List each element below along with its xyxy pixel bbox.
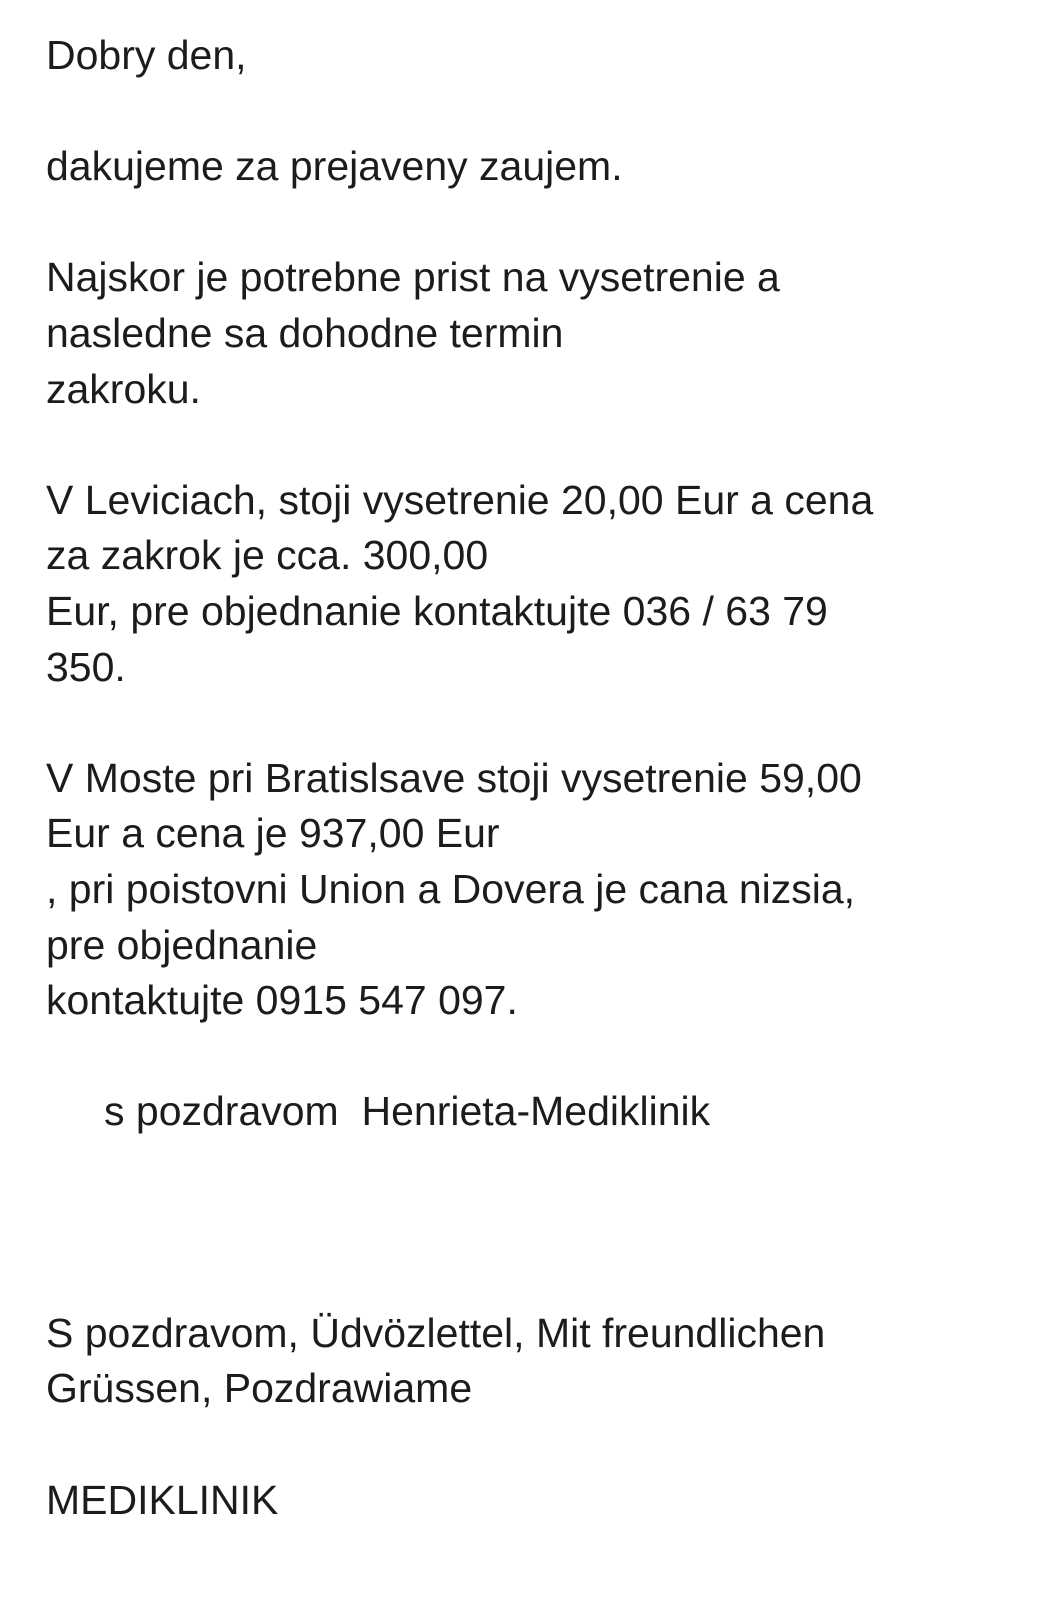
- spacer: [46, 1029, 1036, 1085]
- intro-line: nasledne sa dohodne termin: [46, 309, 564, 356]
- most-line: kontaktujte 0915 547 097.: [46, 977, 518, 1024]
- spacer: [46, 84, 1036, 140]
- closing-line: S pozdravom, Üdvözlettel, Mit freundlichen: [46, 1309, 826, 1356]
- most-line: V Moste pri Bratislsave stoji vysetrenie 59,00: [46, 754, 862, 801]
- levice-line: za zakrok je cca. 300,00: [46, 532, 489, 579]
- thanks-text: dakujeme za prejaveny zaujem.: [46, 143, 623, 190]
- levice-paragraph: [46, 473, 1036, 695]
- company-name: MEDIKLINIK: [46, 1476, 279, 1523]
- intro-line: zakroku.: [46, 365, 201, 412]
- spacer: [46, 1140, 1036, 1306]
- spacer: [46, 195, 1036, 251]
- levice-line: 350.: [46, 643, 126, 690]
- intro-paragraph: [46, 250, 1036, 417]
- most-line: , pri poistovni Union a Dovera je cana nizsia,: [46, 865, 856, 912]
- spacer: [46, 1417, 1036, 1473]
- closing-line: Grüssen, Pozdrawiame: [46, 1365, 473, 1412]
- most-line: pre objednanie: [46, 921, 318, 968]
- closing-paragraph: [46, 1306, 1036, 1417]
- spacer: [46, 417, 1036, 473]
- levice-line: Eur, pre objednanie kontaktujte 036 / 63 79: [46, 587, 828, 634]
- most-line: Eur a cena je 937,00 Eur: [46, 810, 500, 857]
- spacer: [46, 695, 1036, 751]
- email-body: [46, 28, 1036, 1528]
- greeting-text: Dobry den,: [46, 32, 247, 78]
- signoff-text: s pozdravom Henrieta-Mediklinik: [104, 1088, 711, 1135]
- intro-line: Najskor je potrebne prist na vysetrenie a: [46, 254, 780, 301]
- most-paragraph: [46, 751, 1036, 1029]
- levice-line: V Leviciach, stoji vysetrenie 20,00 Eur a cena: [46, 476, 874, 523]
